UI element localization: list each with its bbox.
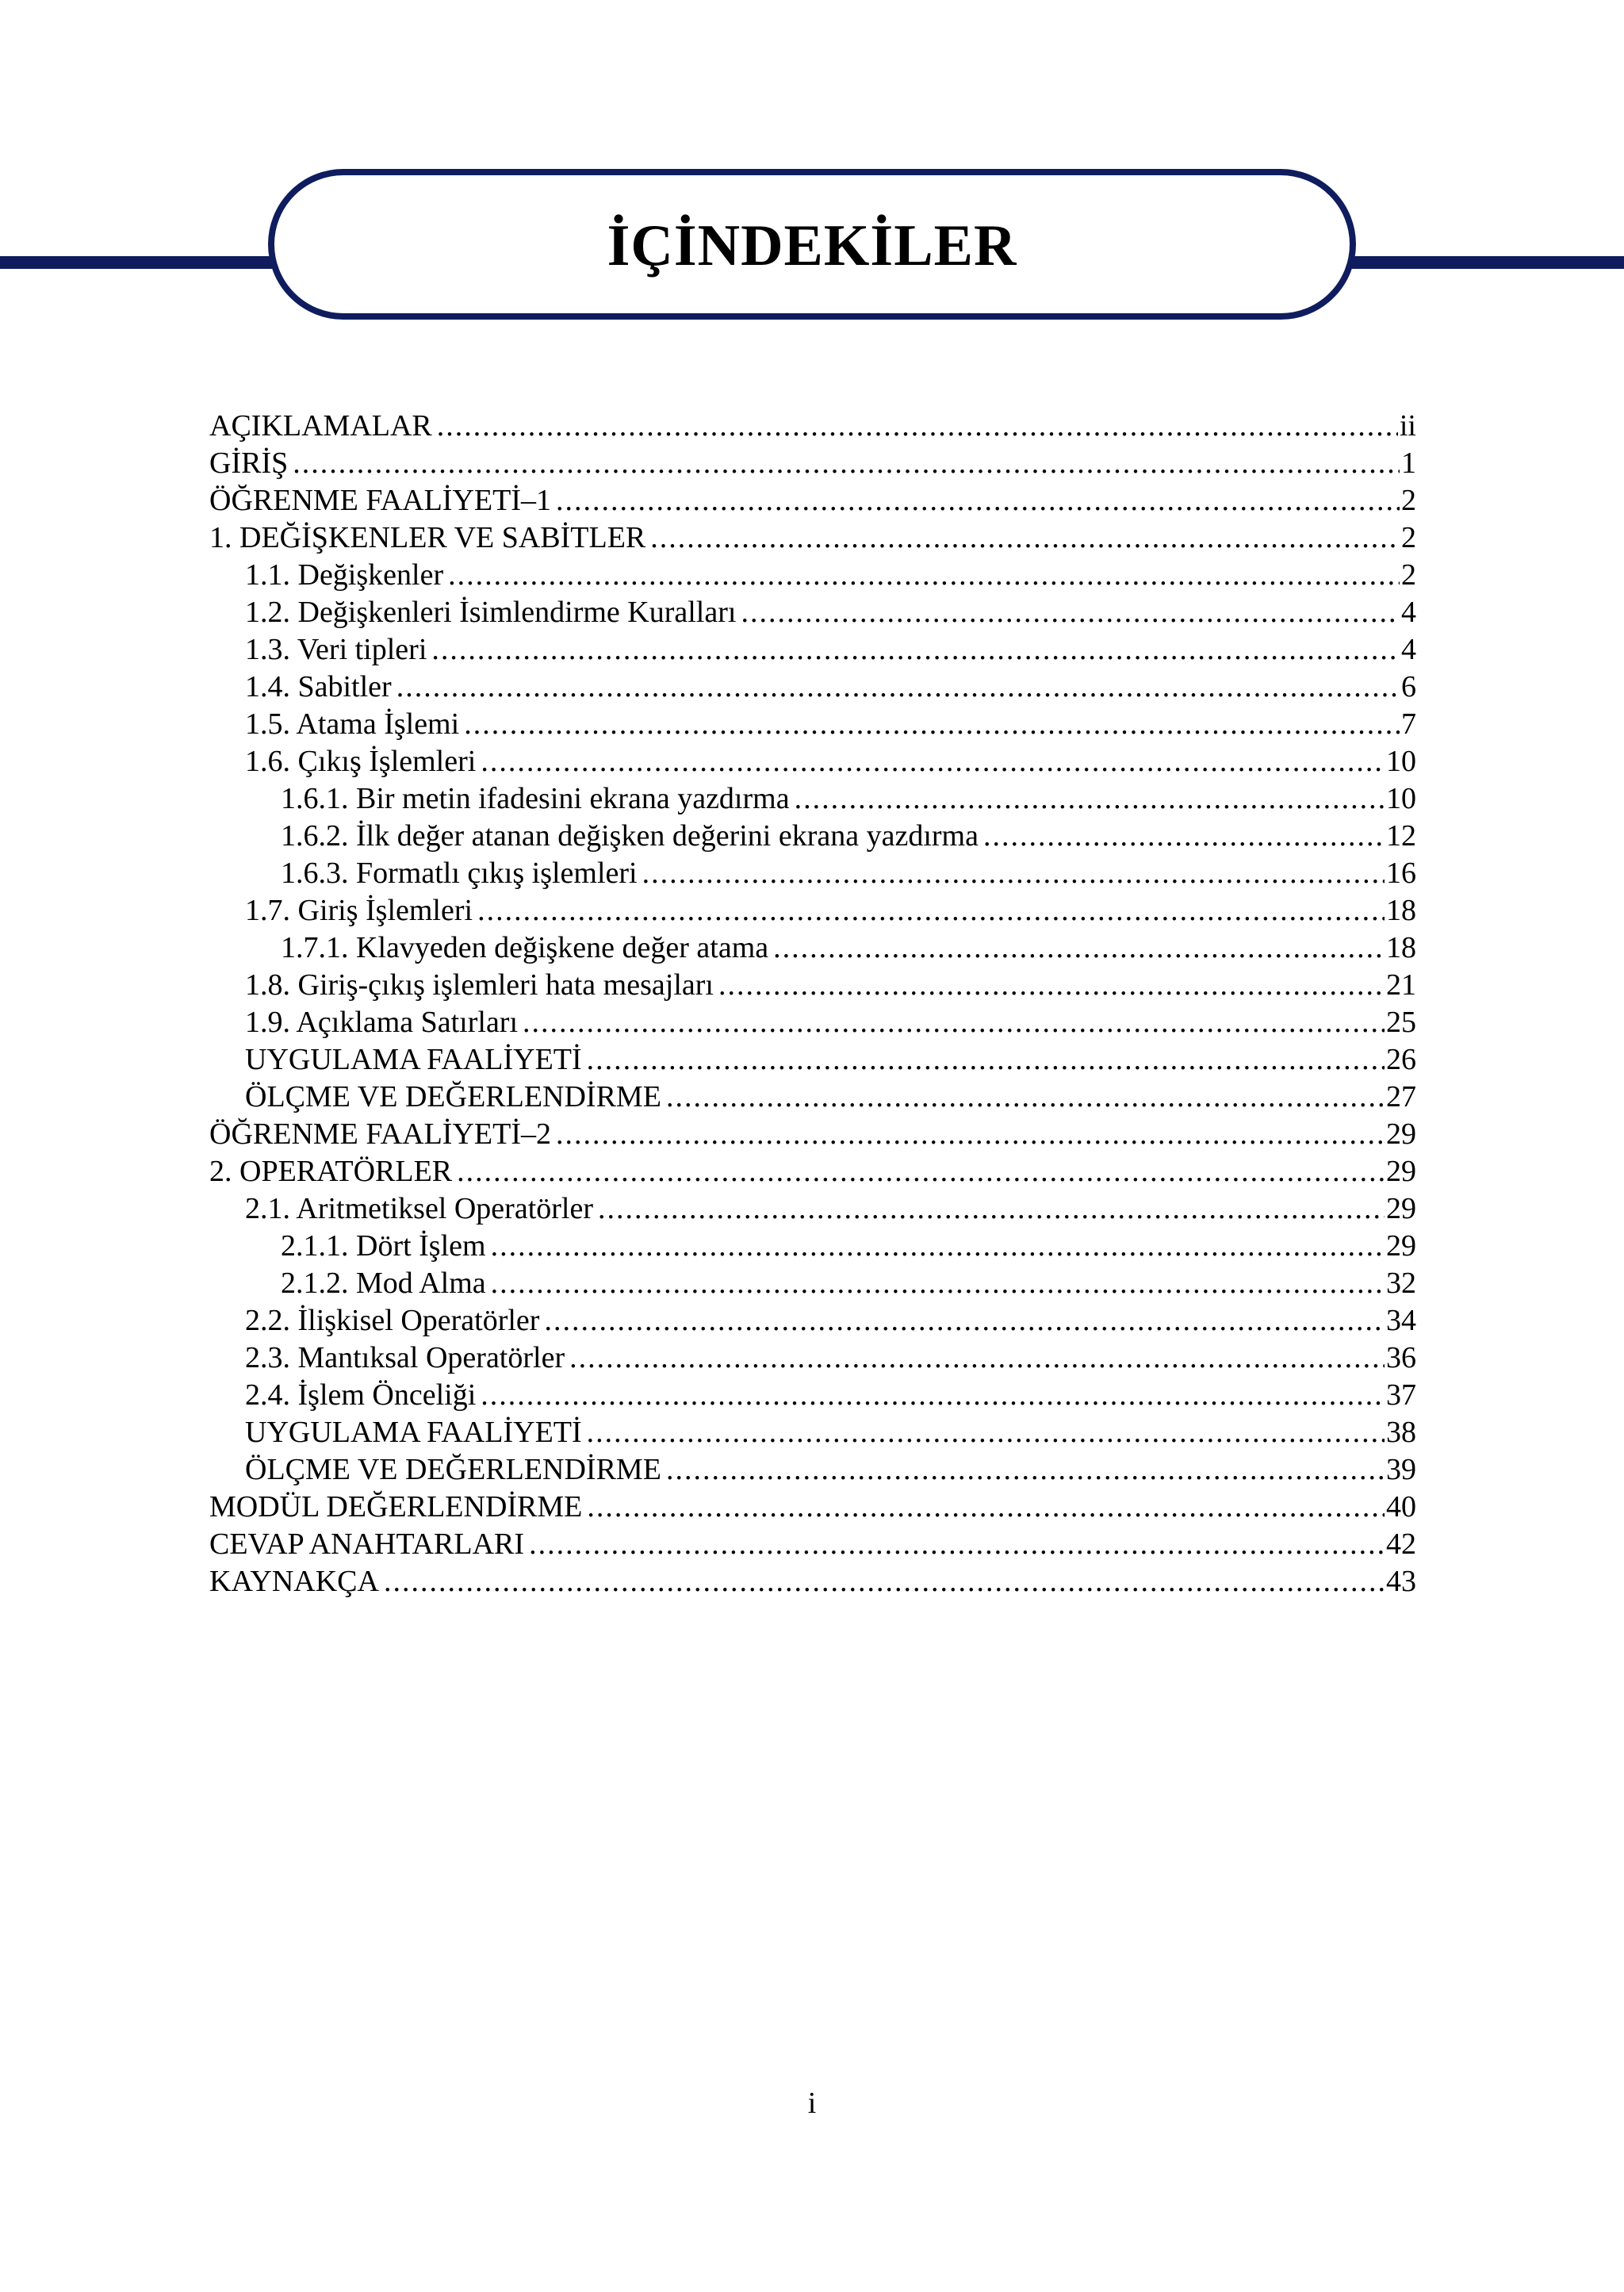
- toc-dot-leader: [544, 1302, 1385, 1340]
- toc-entry[interactable]: [209, 408, 1416, 445]
- toc-dot-leader: [481, 743, 1385, 780]
- toc-dot-leader: [431, 631, 1400, 669]
- toc-dot-leader: [773, 929, 1385, 967]
- toc-dot-leader: [795, 780, 1385, 818]
- toc-entry-page-number: 6: [1401, 670, 1416, 703]
- toc-entry-label: 1.7.1. Klavyeden değişkene değer atama: [281, 931, 769, 964]
- toc-entry[interactable]: [209, 929, 1416, 967]
- toc-entry-label: GİRİŞ: [209, 447, 289, 480]
- toc-entry[interactable]: [209, 594, 1416, 631]
- toc-entry-page-number: 32: [1386, 1267, 1416, 1300]
- toc-entry[interactable]: [209, 1265, 1416, 1302]
- toc-entry-page-number: 39: [1386, 1453, 1416, 1486]
- toc-entry-label: 2. OPERATÖRLER: [209, 1155, 453, 1188]
- toc-entry-page-number: ii: [1399, 409, 1416, 443]
- toc-dot-leader: [587, 1489, 1385, 1526]
- toc-entry-label: 1. DEĞİŞKENLER VE SABİTLER: [209, 521, 646, 554]
- toc-entry-label: 1.1. Değişkenler: [245, 558, 444, 592]
- toc-entry-page-number: 34: [1386, 1304, 1416, 1337]
- toc-entry-label: 1.9. Açıklama Satırları: [245, 1006, 519, 1039]
- toc-entry[interactable]: [209, 1302, 1416, 1340]
- toc-entry-label: 2.1.2. Mod Alma: [281, 1267, 486, 1300]
- title-banner: [268, 169, 1356, 320]
- toc-entry[interactable]: [209, 669, 1416, 706]
- toc-entry-label: 1.6. Çıkış İşlemleri: [245, 745, 477, 778]
- toc-entry[interactable]: [209, 1228, 1416, 1265]
- toc-entry[interactable]: [209, 1340, 1416, 1377]
- toc-entry-label: UYGULAMA FAALİYETİ: [245, 1043, 582, 1076]
- toc-entry-page-number: 16: [1386, 857, 1416, 890]
- toc-dot-leader: [556, 482, 1400, 519]
- toc-entry-page-number: 26: [1386, 1043, 1416, 1076]
- toc-entry-page-number: 7: [1401, 707, 1416, 741]
- toc-entry-page-number: 37: [1386, 1378, 1416, 1412]
- toc-dot-leader: [666, 1079, 1385, 1116]
- toc-entry-label: ÖLÇME VE DEĞERLENDİRME: [245, 1453, 661, 1486]
- toc-entry-label: CEVAP ANAHTARLARI: [209, 1527, 525, 1561]
- toc-entry[interactable]: [209, 743, 1416, 780]
- toc-dot-leader: [569, 1340, 1385, 1377]
- toc-entry-label: MODÜL DEĞERLENDİRME: [209, 1490, 583, 1524]
- toc-entry[interactable]: [209, 892, 1416, 929]
- toc-entry-label: KAYNAKÇA: [209, 1565, 379, 1598]
- toc-dot-leader: [587, 1414, 1385, 1451]
- toc-entry-page-number: 21: [1386, 968, 1416, 1002]
- toc-dot-leader: [650, 519, 1400, 557]
- toc-dot-leader: [491, 1228, 1385, 1265]
- toc-entry-page-number: 2: [1401, 558, 1416, 592]
- toc-entry[interactable]: [209, 1190, 1416, 1228]
- toc-dot-leader: [666, 1451, 1385, 1489]
- toc-entry-label: ÖLÇME VE DEĞERLENDİRME: [245, 1080, 661, 1113]
- toc-entry-page-number: 25: [1386, 1006, 1416, 1039]
- toc-dot-leader: [598, 1190, 1385, 1228]
- toc-dot-leader: [481, 1377, 1385, 1414]
- toc-entry-page-number: 27: [1386, 1080, 1416, 1113]
- toc-entry[interactable]: [209, 1116, 1416, 1153]
- toc-entry-page-number: 2: [1401, 484, 1416, 517]
- toc-entry-page-number: 40: [1386, 1490, 1416, 1524]
- toc-entry-label: 2.4. İşlem Önceliği: [245, 1378, 477, 1412]
- toc-dot-leader: [384, 1563, 1385, 1600]
- toc-entry-label: ÖĞRENME FAALİYETİ–1: [209, 484, 551, 517]
- table-of-contents: [209, 408, 1416, 1600]
- toc-dot-leader: [464, 706, 1400, 743]
- toc-entry[interactable]: [209, 706, 1416, 743]
- toc-entry-label: 1.7. Giriş İşlemleri: [245, 894, 473, 927]
- toc-entry-page-number: 29: [1386, 1155, 1416, 1188]
- toc-entry-label: 2.1. Aritmetiksel Operatörler: [245, 1192, 593, 1225]
- toc-dot-leader: [477, 892, 1385, 929]
- toc-dot-leader: [529, 1526, 1385, 1563]
- toc-entry-label: UYGULAMA FAALİYETİ: [245, 1416, 582, 1449]
- toc-entry[interactable]: [209, 631, 1416, 669]
- toc-entry[interactable]: [209, 780, 1416, 818]
- toc-entry-label: 2.2. İlişkisel Operatörler: [245, 1304, 540, 1337]
- toc-entry[interactable]: [209, 482, 1416, 519]
- toc-entry-label: 1.2. Değişkenleri İsimlendirme Kuralları: [245, 596, 737, 629]
- toc-dot-leader: [983, 818, 1385, 855]
- toc-entry-label: 1.6.3. Formatlı çıkış işlemleri: [281, 857, 638, 890]
- toc-dot-leader: [741, 594, 1400, 631]
- toc-dot-leader: [642, 855, 1385, 892]
- toc-dot-leader: [396, 669, 1400, 706]
- toc-entry[interactable]: [209, 557, 1416, 594]
- toc-entry-label: 1.5. Atama İşlemi: [245, 707, 460, 741]
- toc-entry-page-number: 42: [1386, 1527, 1416, 1561]
- toc-dot-leader: [523, 1004, 1385, 1041]
- page-title: İÇİNDEKİLER: [607, 213, 1017, 278]
- toc-entry[interactable]: [209, 1377, 1416, 1414]
- page-number: i: [807, 2087, 817, 2120]
- toc-dot-leader: [437, 408, 1398, 445]
- header-rule-left: [0, 256, 278, 269]
- toc-entry-page-number: 4: [1401, 596, 1416, 629]
- toc-entry-label: 1.4. Sabitler: [245, 670, 392, 703]
- toc-entry-label: 1.3. Veri tipleri: [245, 633, 427, 666]
- toc-entry-label: 2.3. Mantıksal Operatörler: [245, 1341, 565, 1374]
- toc-entry[interactable]: [209, 1079, 1416, 1116]
- toc-entry[interactable]: [209, 1004, 1416, 1041]
- toc-dot-leader: [718, 967, 1385, 1004]
- toc-entry-page-number: 1: [1401, 447, 1416, 480]
- toc-entry[interactable]: [209, 1563, 1416, 1600]
- toc-entry-page-number: 38: [1386, 1416, 1416, 1449]
- header-rule-right: [1348, 256, 1624, 269]
- toc-entry-page-number: 12: [1386, 819, 1416, 853]
- toc-entry-page-number: 10: [1386, 745, 1416, 778]
- toc-entry-label: AÇIKLAMALAR: [209, 409, 432, 443]
- toc-entry[interactable]: [209, 855, 1416, 892]
- toc-entry-page-number: 2: [1401, 521, 1416, 554]
- toc-entry[interactable]: [209, 967, 1416, 1004]
- toc-entry[interactable]: [209, 1414, 1416, 1451]
- toc-entry-page-number: 4: [1401, 633, 1416, 666]
- toc-entry-page-number: 29: [1386, 1192, 1416, 1225]
- toc-entry-label: 1.8. Giriş-çıkış işlemleri hata mesajları: [245, 968, 714, 1002]
- toc-entry-page-number: 29: [1386, 1229, 1416, 1263]
- toc-entry-page-number: 18: [1386, 894, 1416, 927]
- toc-entry-label: 1.6.1. Bir metin ifadesini ekrana yazdırma: [281, 782, 790, 815]
- toc-entry[interactable]: [209, 1451, 1416, 1489]
- toc-dot-leader: [293, 445, 1400, 482]
- toc-dot-leader: [556, 1116, 1385, 1153]
- toc-entry-label: 1.6.2. İlk değer atanan değişken değerini ekrana yazdırma: [281, 819, 979, 853]
- toc-entry[interactable]: [209, 1526, 1416, 1563]
- toc-dot-leader: [587, 1041, 1385, 1079]
- toc-entry[interactable]: [209, 445, 1416, 482]
- toc-entry-label: ÖĞRENME FAALİYETİ–2: [209, 1117, 551, 1151]
- toc-entry-page-number: 36: [1386, 1341, 1416, 1374]
- toc-entry-page-number: 43: [1386, 1565, 1416, 1598]
- toc-entry-page-number: 29: [1386, 1117, 1416, 1151]
- toc-entry[interactable]: [209, 1489, 1416, 1526]
- toc-entry-label: 2.1.1. Dört İşlem: [281, 1229, 486, 1263]
- toc-entry[interactable]: [209, 519, 1416, 557]
- toc-dot-leader: [491, 1265, 1385, 1302]
- toc-dot-leader: [457, 1153, 1385, 1190]
- toc-dot-leader: [448, 557, 1400, 594]
- toc-entry-page-number: 18: [1386, 931, 1416, 964]
- toc-entry[interactable]: [209, 1041, 1416, 1079]
- toc-entry[interactable]: [209, 818, 1416, 855]
- toc-entry[interactable]: [209, 1153, 1416, 1190]
- toc-entry-page-number: 10: [1386, 782, 1416, 815]
